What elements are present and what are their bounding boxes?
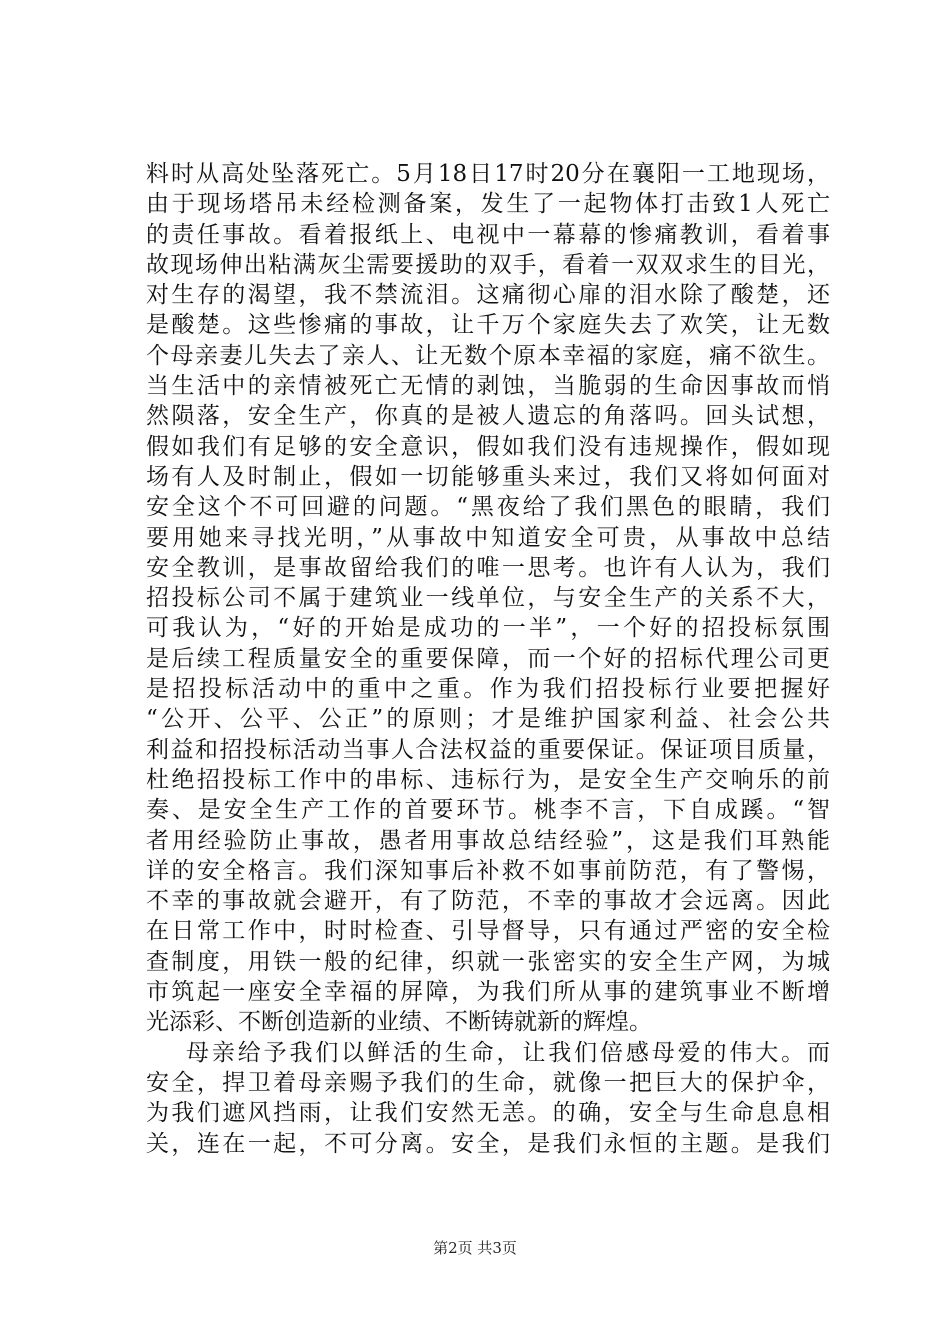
text-line: 料时从高处坠落死亡。5月18日17时20分在襄阳一工地现场， bbox=[146, 161, 830, 187]
text-line: 安全，捍卫着母亲赐予我们的生命，就像一把巨大的保护伞， bbox=[146, 1069, 830, 1096]
text-line: 关，连在一起，不可分离。安全，是我们永恒的主题。是我们 bbox=[146, 1130, 830, 1157]
text-line: 奏、是安全生产工作的首要环节。桃李不言，下自成蹊。“智 bbox=[146, 797, 830, 824]
text-line: 安全教训，是事故留给我们的唯一思考。也许有人认为，我们 bbox=[146, 554, 830, 581]
text-line: 可我认为，“好的开始是成功的一半”，一个好的招投标氛围 bbox=[146, 615, 830, 642]
text-line: 是招投标活动中的重中之重。作为我们招投标行业要把握好 bbox=[146, 676, 830, 703]
text-line: 然陨落，安全生产，你真的是被人遗忘的角落吗。回头试想， bbox=[146, 403, 830, 430]
text-line: 的责任事故。看着报纸上、电视中一幕幕的惨痛教训，看着事 bbox=[146, 221, 830, 248]
text-line: 由于现场塔吊未经检测备案，发生了一起物体打击致1人死亡 bbox=[146, 191, 830, 218]
page-footer: 第2页 共3页 bbox=[433, 1239, 517, 1257]
text-line: 不幸的事故就会避开，有了防范，不幸的事故才会远离。因此 bbox=[146, 888, 830, 915]
text-line: 假如我们有足够的安全意识，假如我们没有违规操作，假如现 bbox=[146, 433, 830, 460]
text-line: 个母亲妻儿失去了亲人、让无数个原本幸福的家庭，痛不欲生。 bbox=[146, 342, 830, 369]
text-line: 场有人及时制止，假如一切能够重头来过，我们又将如何面对 bbox=[146, 463, 830, 490]
text-line: 招投标公司不属于建筑业一线单位，与安全生产的关系不大， bbox=[146, 585, 830, 612]
text-line: 安全这个不可回避的问题。“黑夜给了我们黑色的眼睛，我们 bbox=[146, 494, 830, 521]
text-line: 是酸楚。这些惨痛的事故，让千万个家庭失去了欢笑，让无数 bbox=[146, 312, 830, 339]
text-line: 者用经验防止事故，愚者用事故总结经验”，这是我们耳熟能 bbox=[146, 827, 830, 854]
text-line: 要用她来寻找光明，”从事故中知道安全可贵，从事故中总结 bbox=[146, 524, 830, 551]
text-line: 当生活中的亲情被死亡无情的剥蚀，当脆弱的生命因事故而悄 bbox=[146, 373, 830, 400]
text-line: 详的安全格言。我们深知事后补救不如事前防范，有了警惕， bbox=[146, 857, 830, 884]
text-line: 杜绝招投标工作中的串标、违标行为，是安全生产交响乐的前 bbox=[146, 766, 830, 793]
text-line: 在日常工作中，时时检查、引导督导，只有通过严密的安全检 bbox=[146, 918, 830, 945]
text-line: 对生存的渴望，我不禁流泪。这痛彻心扉的泪水除了酸楚，还 bbox=[146, 282, 830, 309]
text-line: 故现场伸出粘满灰尘需要援助的双手，看着一双双求生的目光， bbox=[146, 251, 830, 278]
text-line: 光添彩、不断创造新的业绩、不断铸就新的辉煌。 bbox=[146, 1009, 652, 1036]
text-line: 母亲给予我们以鲜活的生命，让我们倍感母爱的伟大。而 bbox=[186, 1039, 830, 1066]
text-line: 利益和招投标活动当事人合法权益的重要保证。保证项目质量， bbox=[146, 736, 830, 763]
text-line: 查制度，用铁一般的纪律，织就一张密实的安全生产网，为城 bbox=[146, 948, 830, 975]
text-line: 为我们遮风挡雨，让我们安然无恙。的确，安全与生命息息相 bbox=[146, 1100, 830, 1127]
text-line: 市筑起一座安全幸福的屏障，为我们所从事的建筑事业不断增 bbox=[146, 979, 830, 1006]
text-line: “公开、公平、公正”的原则；才是维护国家利益、社会公共 bbox=[146, 706, 830, 733]
document-body bbox=[146, 159, 830, 1159]
text-line: 是后续工程质量安全的重要保障，而一个好的招标代理公司更 bbox=[146, 645, 830, 672]
